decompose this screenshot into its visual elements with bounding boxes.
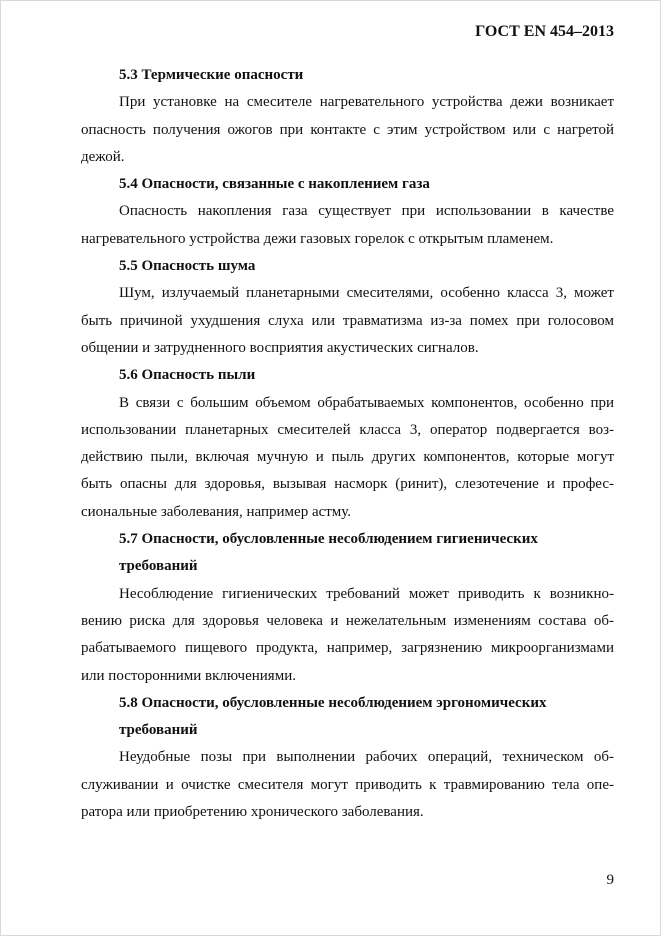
section-heading: 5.5 Опасность шума [119,258,256,275]
paragraph-line: использовании планетарных смесителей класса 3, оператор подвергается воз- [81,421,614,438]
paragraph-line: дежой. [81,148,125,165]
paragraph-line: общении и затрудненного восприятия акустических сигналов. [81,339,479,356]
paragraph-line: Опасность накопления газа существует при использовании в качестве [119,203,614,220]
paragraph-line: ратора или приобретению хронического заболевания. [81,804,424,821]
paragraph-line: Неудобные позы при выполнении рабочих операций, техническом об- [119,749,614,766]
document-body [81,62,614,826]
section-heading-cont: требований [119,558,198,575]
section-heading: 5.6 Опасность пыли [119,367,256,384]
paragraph-line: вению риска для здоровья человека и нежелательным изменениям состава об- [81,612,614,629]
section-heading: 5.4 Опасности, связанные с накоплением газа [119,176,430,193]
section-heading: 5.8 Опасности, обусловленные несоблюдением эргономических [119,694,547,711]
paragraph-line: рабатываемого пищевого продукта, например, загрязнению микроорганизмами [81,640,614,657]
section-heading-cont: требований [119,722,198,739]
section-heading: 5.3 Термические опасности [119,67,304,83]
section-heading: 5.7 Опасности, обусловленные несоблюдением гигиенических [119,531,538,548]
paragraph-line: опасность получения ожогов при контакте с этим устройством или с нагретой [81,121,614,138]
paragraph-line: Несоблюдение гигиенических требований может приводить к возникно- [119,585,614,602]
document-header: ГОСТ EN 454–2013 [475,23,614,40]
paragraph-line: или посторонними включениями. [81,667,296,684]
paragraph-line: В связи с большим объемом обрабатываемых компонентов, особенно при [119,394,614,411]
paragraph-line: сиональные заболевания, например астму. [81,503,352,520]
paragraph-line: быть причиной ухудшения слуха или травматизма из-за помех при голосовом [81,312,614,329]
paragraph-line: При установке на смесителе нагревательного устройства дежи возникает [119,94,614,111]
paragraph-line: быть опасны для здоровья, вызывая насморк (ринит), слезотечение и профес- [81,476,614,493]
paragraph-line: служивании и очистке смесителя могут приводить к травмированию тела опе- [81,776,614,793]
page-number: 9 [606,872,614,888]
paragraph-line: Шум, излучаемый планетарными смесителями, особенно класса 3, может [119,285,614,302]
paragraph-line: нагревательного устройства дежи газовых горелок с открытым пламенем. [81,230,554,247]
paragraph-line: действию пыли, включая мучную и пыль других компонентов, которые могут [81,449,614,466]
